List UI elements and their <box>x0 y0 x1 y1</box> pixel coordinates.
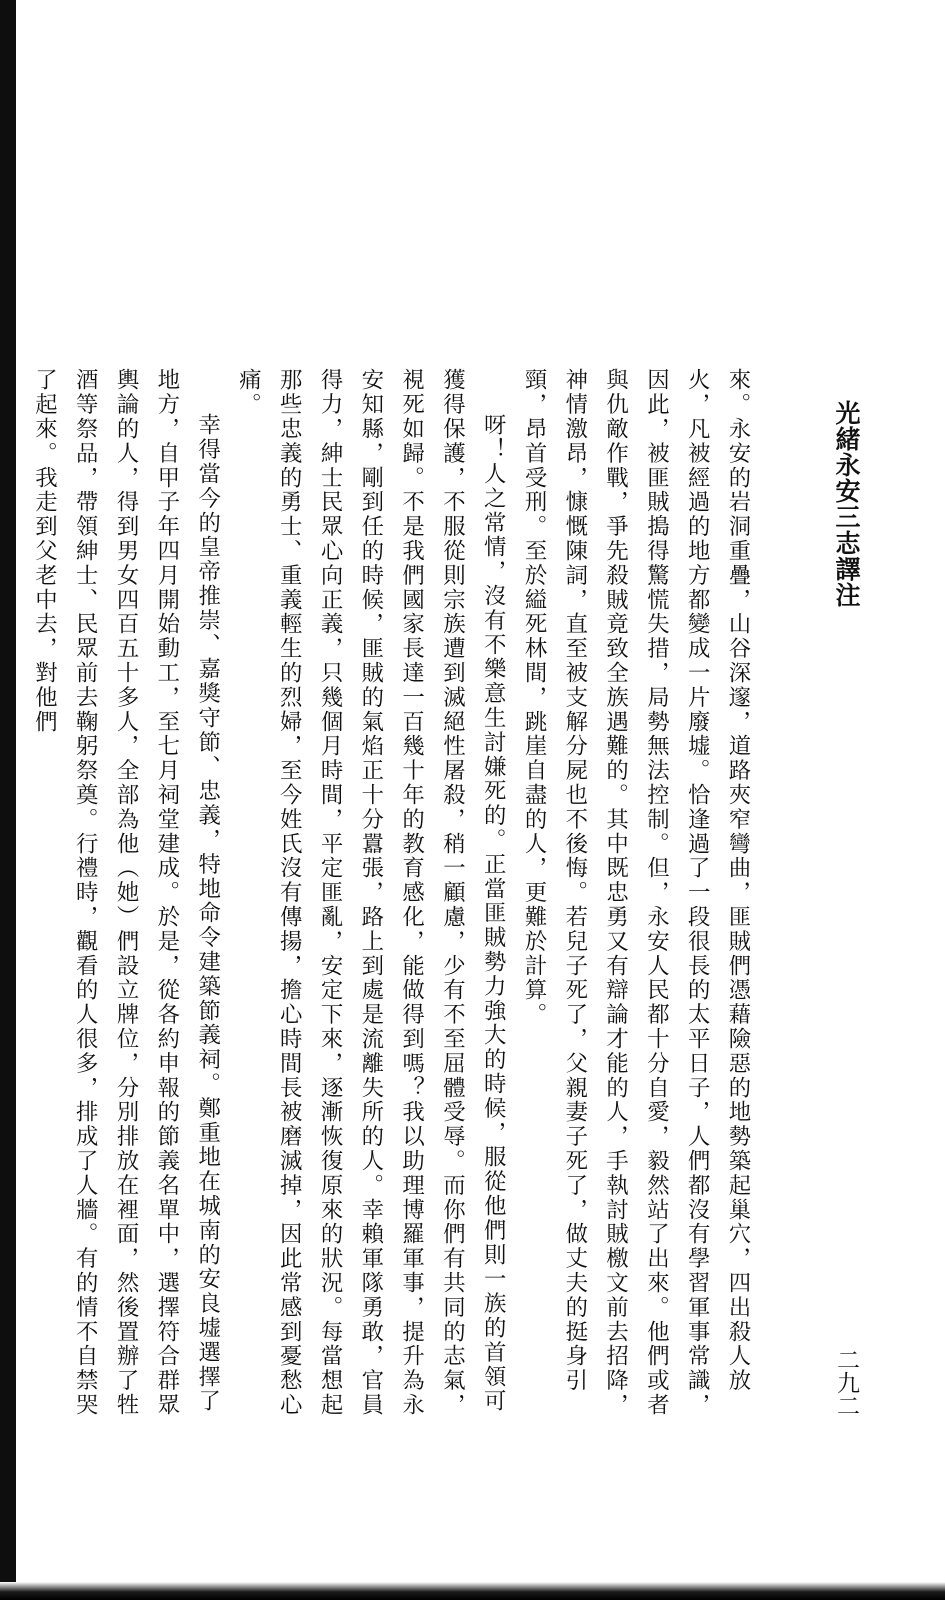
paragraph-3: 幸得當今的皇帝推崇、嘉獎守節、忠義，特地命令建築節義祠。鄭重地在城南的安良墟選擇了地方，自甲子年四月開始動工，至七月祠堂建成。於是，從各約申報的節義名單中，選擇符合群眾輿論的人，得到男女四百五十多人，全部為他（她）們設立牌位，分別排放在裡面，然後置辦了牲酒等祭品，帶領紳士、民眾前去鞠躬祭奠。行禮時，觀看的人很多，排成了人牆。有的情不自禁哭了起來。我走到父老中去，對他們 <box>31 368 221 1418</box>
paragraph-1: 來。永安的岩洞重疊，山谷深邃，道路夾窄彎曲，匪賊們憑藉險惡的地勢築起巢穴，四出殺人放火，凡被經過的地方都變成一片廢墟。恰逢過了一段很長的太平日子，人們都沒有學習軍事常識，因此，被匪賊搗得驚慌失措，局勢無法控制。但，永安人民都十分自愛，毅然站了出來。他們或者與仇敵作戰，爭先殺賊竟致全族遇難的。其中既忠勇又有辯論才能的人，手執討賊檄文前去招降，神情激昂，慷慨陳詞，直至被支解分屍也不後悔。若兒子死了，父親妻子死了，做丈夫的挺身引頸，昂首受刑。至於縊死林間，跳崖自盡的人，更難於計算。 <box>521 368 751 1418</box>
body-text <box>31 368 758 1428</box>
page-number: 二九二 <box>833 1348 859 1417</box>
running-title: 光緒永安三志譯注 <box>832 400 861 608</box>
scan-shadow-bottom <box>0 1582 945 1600</box>
scan-shadow-left <box>0 0 16 1600</box>
paragraph-2: 呀！人之常情，沒有不樂意生討嫌死的。正當匪賊勢力強大的時候，服從他們則一族的首領可獲得保護，不服從則宗族遭到滅絕性屠殺，稍一顧慮，少有不至屈體受辱。而你們有共同的志氣，視死如歸。不是我們國家長達一百幾十年的教育感化，能做得到嗎？我以助理博羅軍事，提升為永安知縣，剛到任的時候，匪賊的氣焰正十分囂張，路上到處是流離失所的人。幸賴軍隊勇敢，官員得力，紳士民眾心向正義，只幾個月時間，平定匪亂，安定下來，逐漸恢復原來的狀況。每當想起那些忠義的勇士、重義輕生的烈婦，至今姓氏沒有傳揚，擔心時間長被磨滅掉，因此常感到憂愁心痛。 <box>235 368 507 1418</box>
